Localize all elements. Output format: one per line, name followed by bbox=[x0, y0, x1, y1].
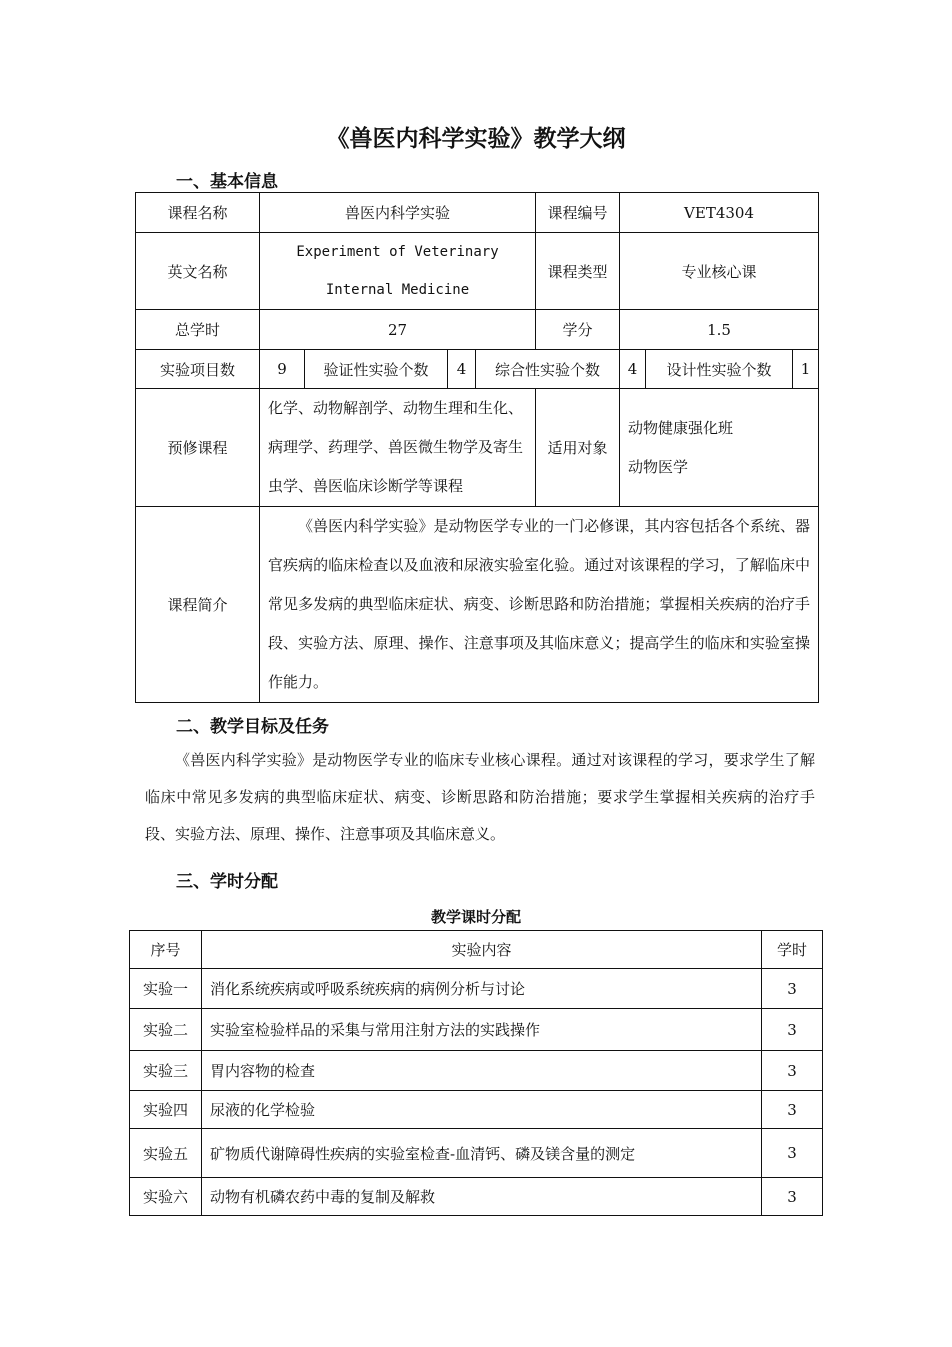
course-name-value: 兽医内科学实验 bbox=[260, 193, 536, 233]
audience-value bbox=[620, 389, 819, 507]
total-hours-value: 27 bbox=[260, 310, 536, 350]
row-content: 实验室检验样品的采集与常用注射方法的实践操作 bbox=[202, 1009, 762, 1051]
row-hours: 3 bbox=[762, 1091, 823, 1129]
row-no: 实验六 bbox=[130, 1178, 202, 1216]
course-type-label: 课程类型 bbox=[536, 233, 620, 310]
credit-value: 1.5 bbox=[620, 310, 819, 350]
section-heading-basic-info: 一、基本信息 bbox=[176, 172, 278, 192]
hours-table bbox=[129, 930, 823, 1216]
english-name-label: 英文名称 bbox=[136, 233, 260, 310]
project-count-value: 9 bbox=[260, 350, 305, 389]
header-hours: 学时 bbox=[762, 931, 823, 969]
table-row bbox=[130, 1091, 823, 1129]
row-no: 实验一 bbox=[130, 969, 202, 1009]
comprehensive-count-label: 综合性实验个数 bbox=[476, 350, 620, 389]
english-name-value: Experiment of Veterinary Internal Medicine bbox=[260, 233, 536, 310]
verify-count-label: 验证性实验个数 bbox=[305, 350, 448, 389]
audience-item-2: 动物医学 bbox=[628, 457, 689, 476]
row-content: 消化系统疾病或呼吸系统疾病的病例分析与讨论 bbox=[202, 969, 762, 1009]
document-title: 《兽医内科学实验》教学大纲 bbox=[326, 126, 626, 152]
intro-value: 《兽医内科学实验》是动物医学专业的一门必修课，其内容包括各个系统、器官疾病的临床检查以及血液和尿液实验室化验。通过对该课程的学习，了解临床中常见多发病的典型临床症状、病变、诊断思路和防治措施；掌握相关疾病的治疗手段、实验方法、原理、操作、注意事项及其临床意义；提高学生的临床和实验室操作能力。 bbox=[260, 507, 819, 703]
course-code-label: 课程编号 bbox=[536, 193, 620, 233]
section-heading-hours: 三、学时分配 bbox=[176, 872, 278, 892]
row-no: 实验二 bbox=[130, 1009, 202, 1051]
row-hours: 3 bbox=[762, 1129, 823, 1178]
table-row bbox=[130, 1178, 823, 1216]
basic-info-grid bbox=[135, 192, 819, 703]
course-name-label: 课程名称 bbox=[136, 193, 260, 233]
row-content: 矿物质代谢障碍性疾病的实验室检查-血清钙、磷及镁含量的测定 bbox=[202, 1129, 762, 1178]
course-type-value: 专业核心课 bbox=[620, 233, 819, 310]
row-content: 动物有机磷农药中毒的复制及解救 bbox=[202, 1178, 762, 1216]
design-count-value: 1 bbox=[793, 350, 819, 389]
audience-label: 适用对象 bbox=[536, 389, 620, 507]
goals-paragraph: 《兽医内科学实验》是动物医学专业的临床专业核心课程。通过对该课程的学习，要求学生了解临床中常见多发病的典型临床症状、病变、诊断思路和防治措施；要求学生掌握相关疾病的治疗手段、实验方法、原理、操作、注意事项及其临床意义。 bbox=[145, 751, 815, 843]
row-content: 尿液的化学检验 bbox=[202, 1091, 762, 1129]
row-no: 实验四 bbox=[130, 1091, 202, 1129]
total-hours-label: 总学时 bbox=[136, 310, 260, 350]
row-hours: 3 bbox=[762, 1009, 823, 1051]
table-row bbox=[130, 1051, 823, 1091]
prereq-value: 化学、动物解剖学、动物生理和生化、病理学、药理学、兽医微生物学及寄生虫学、兽医临床诊断学等课程 bbox=[260, 389, 536, 507]
table-row bbox=[130, 1009, 823, 1051]
prereq-label: 预修课程 bbox=[136, 389, 260, 507]
table-row bbox=[130, 1129, 823, 1178]
section-heading-goals: 二、教学目标及任务 bbox=[176, 717, 329, 737]
row-no: 实验五 bbox=[130, 1129, 202, 1178]
project-count-label: 实验项目数 bbox=[136, 350, 260, 389]
row-hours: 3 bbox=[762, 1178, 823, 1216]
row-no: 实验三 bbox=[130, 1051, 202, 1091]
audience-item-1: 动物健康强化班 bbox=[628, 418, 734, 437]
table-row bbox=[130, 969, 823, 1009]
row-hours: 3 bbox=[762, 1051, 823, 1091]
row-hours: 3 bbox=[762, 969, 823, 1009]
header-no: 序号 bbox=[130, 931, 202, 969]
credit-label: 学分 bbox=[536, 310, 620, 350]
intro-label: 课程简介 bbox=[136, 507, 260, 703]
design-count-label: 设计性实验个数 bbox=[646, 350, 793, 389]
hours-table-caption: 教学课时分配 bbox=[430, 908, 521, 926]
course-code-value: VET4304 bbox=[620, 193, 819, 233]
comprehensive-count-value: 4 bbox=[620, 350, 646, 389]
row-content: 胃内容物的检查 bbox=[202, 1051, 762, 1091]
verify-count-value: 4 bbox=[448, 350, 476, 389]
header-content: 实验内容 bbox=[202, 931, 762, 969]
